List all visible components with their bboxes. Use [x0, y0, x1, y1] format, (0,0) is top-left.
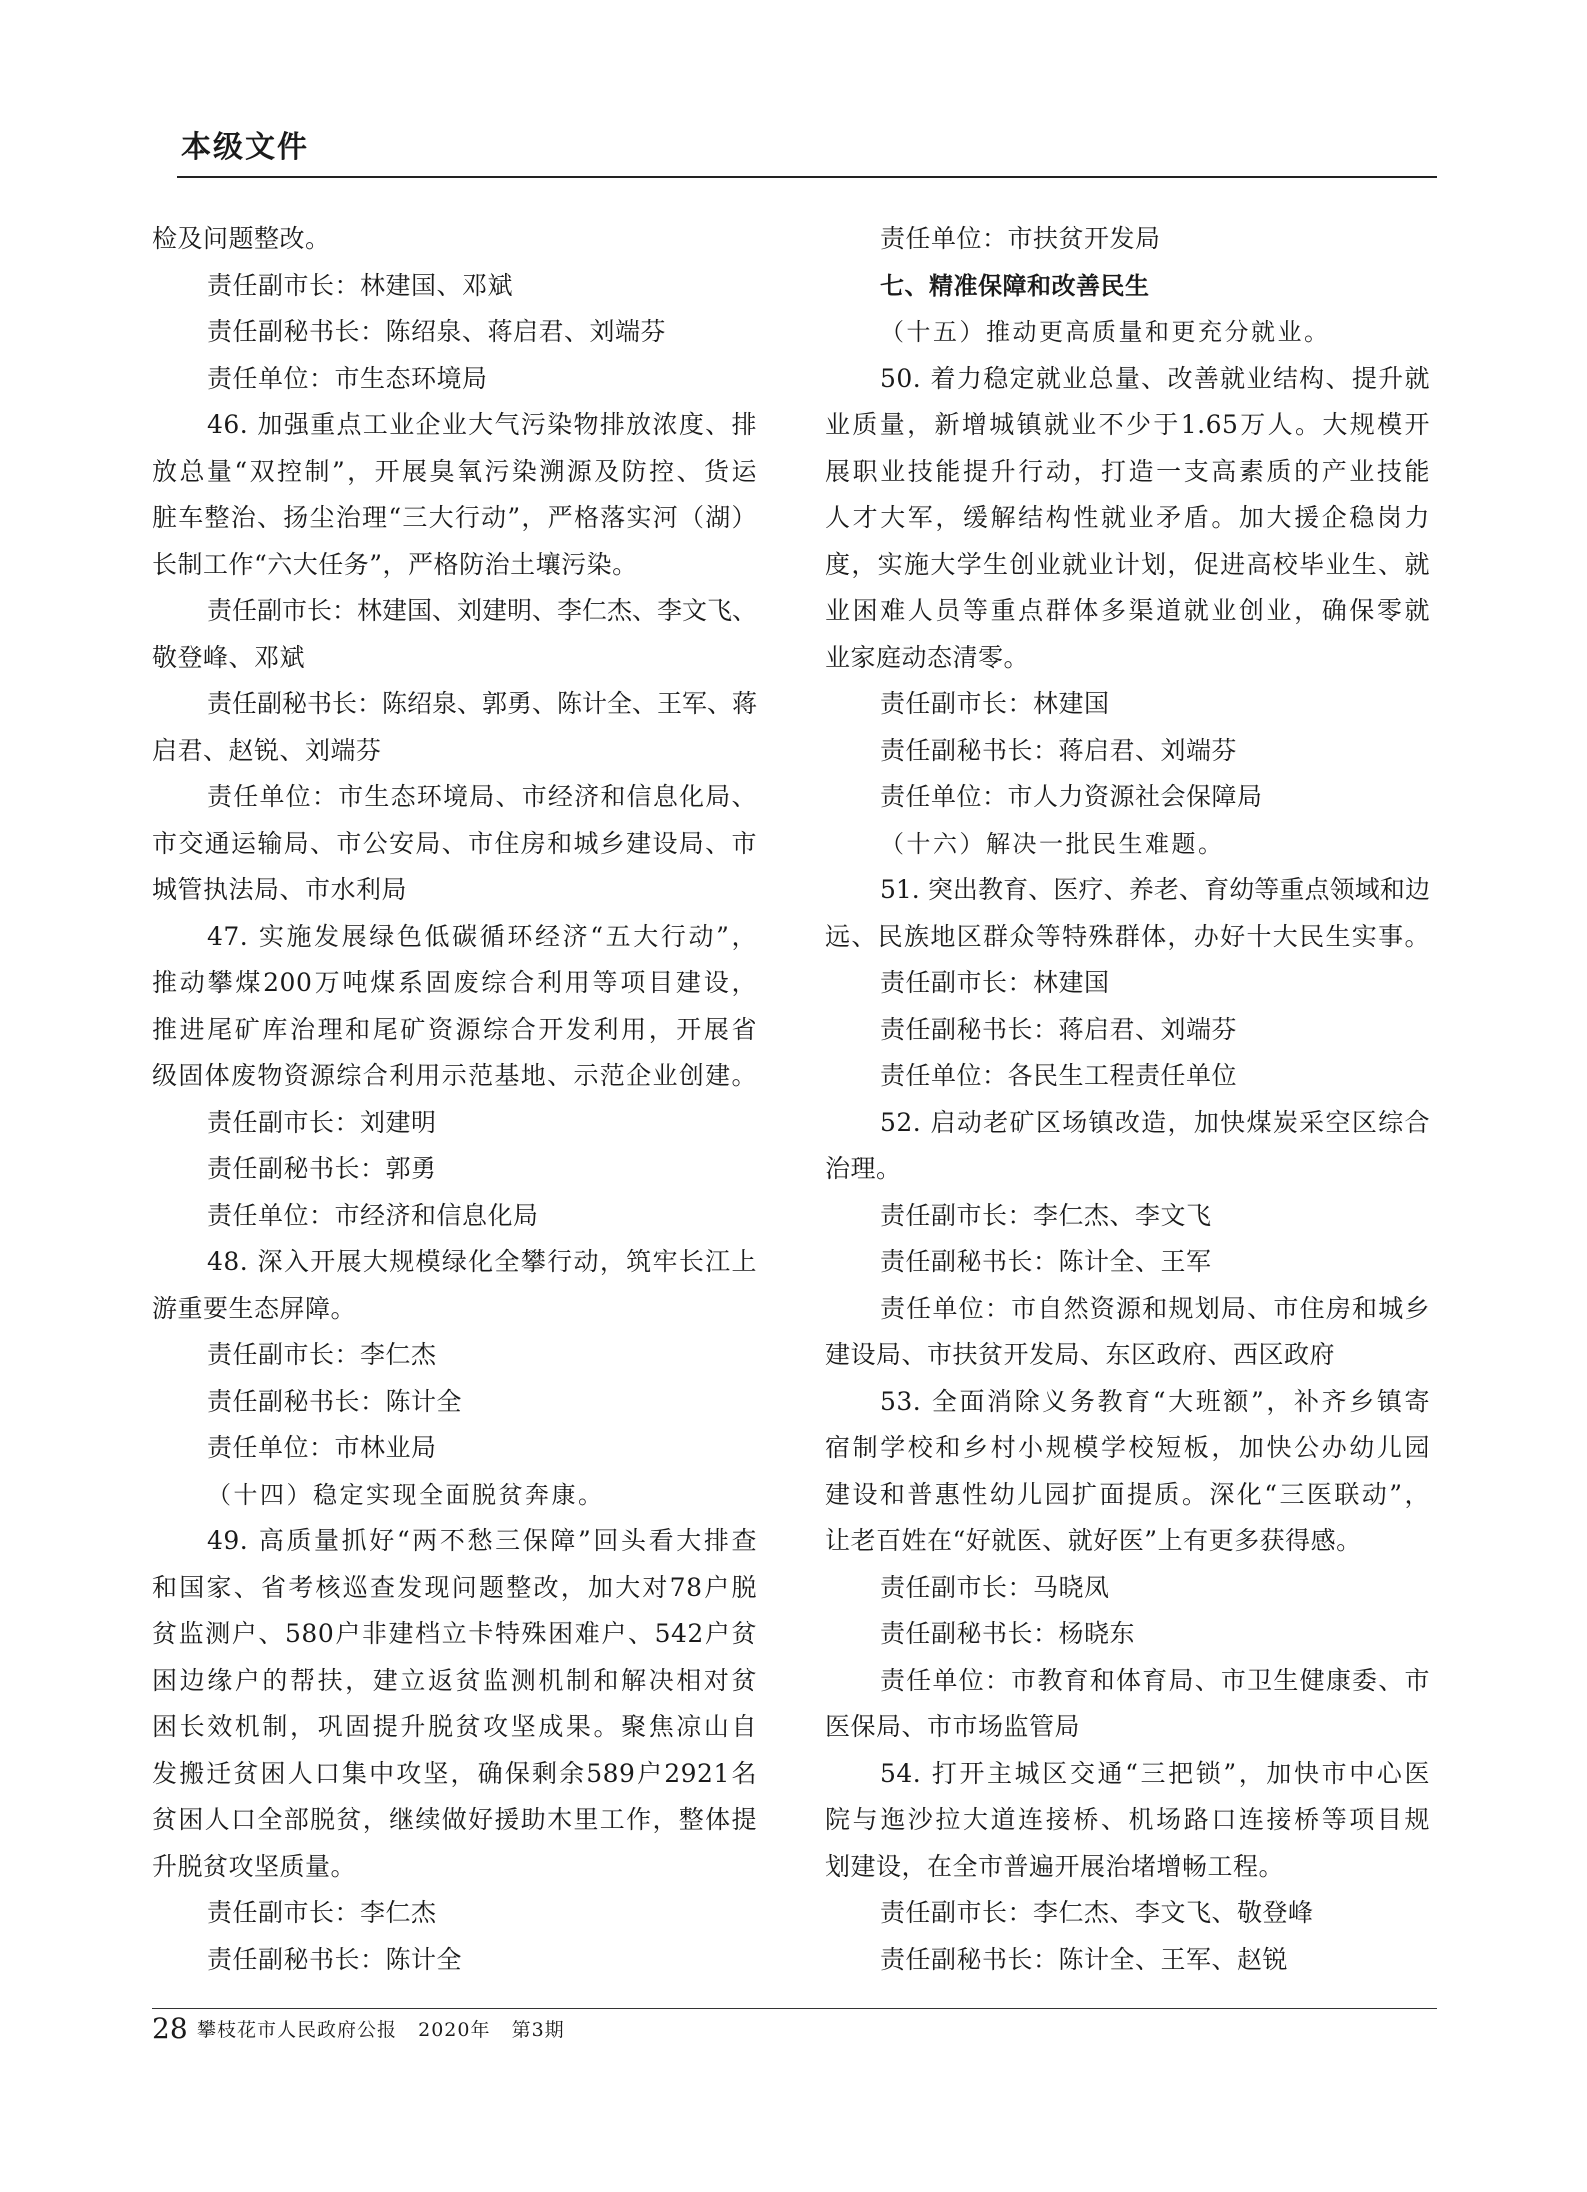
text-line: 责任副秘书长：蒋启君、刘端芬	[880, 1014, 1238, 1044]
text-line: 责任副市长：李仁杰、李文飞、敬登峰	[880, 1898, 1314, 1927]
text-line: 游重要生态屏障。	[152, 1293, 357, 1323]
text-line: 50. 着力稳定就业总量、改善就业结构、提升就	[880, 363, 1430, 393]
text-line: 责任副秘书长：陈绍泉、蒋启君、刘端芬	[207, 317, 667, 346]
text-line: 启君、赵锐、刘端芬	[152, 735, 382, 765]
text-line: 责任副市长：林建国	[880, 689, 1110, 718]
text-line: 贫监测户、580户非建档立卡特殊困难户、542户贫	[152, 1619, 757, 1648]
text-line: 49. 高质量抓好“两不愁三保障”回头看大排查	[207, 1526, 757, 1555]
text-line: 城管执法局、市水利局	[152, 875, 408, 904]
text-line: 敬登峰、邓斌	[152, 642, 306, 672]
page-number: 28	[152, 2012, 188, 2045]
text-line: （十五）推动更高质量和更充分就业。	[880, 318, 1331, 346]
text-line: 检及问题整改。	[152, 224, 331, 253]
text-line: 责任副秘书长：陈计全、王军、赵锐	[880, 1944, 1289, 1974]
text-line: 推进尾矿库治理和尾矿资源综合开发利用，开展省	[152, 1014, 757, 1044]
text-line: 责任副市长：李仁杰	[207, 1340, 437, 1369]
text-line: 业家庭动态清零。	[825, 642, 1030, 672]
text-line: 责任副市长：刘建明	[207, 1107, 437, 1137]
text-line: 业质量，新增城镇就业不少于1.65万人。大规模开	[825, 410, 1430, 439]
text-line: 责任副秘书长：陈计全	[207, 1944, 463, 1974]
text-line: 责任副市长：马晓凤	[880, 1572, 1110, 1602]
text-line: 责任单位：市人力资源社会保障局	[880, 782, 1263, 811]
text-line: 治理。	[825, 1154, 902, 1183]
text-line: 市交通运输局、市公安局、市住房和城乡建设局、市	[152, 828, 757, 858]
text-line: 七、精准保障和改善民生	[880, 271, 1150, 300]
page-header	[177, 128, 1437, 178]
text-line: 和国家、省考核巡查发现问题整改，加大对78户脱	[152, 1572, 757, 1602]
text-line: 责任单位：市经济和信息化局	[207, 1200, 539, 1230]
text-line: 责任副市长：李仁杰、李文飞	[880, 1200, 1212, 1230]
text-line: 责任单位：市教育和体育局、市卫生健康委、市	[880, 1665, 1430, 1695]
text-line: 让老百姓在“好就医、就好医”上有更多获得感。	[825, 1526, 1362, 1555]
text-line: 推动攀煤200万吨煤系固废综合利用等项目建设，	[152, 968, 757, 997]
text-line: 责任副市长：林建国、刘建明、李仁杰、李文飞、	[207, 596, 758, 625]
text-line: 人才大军，缓解结构性就业矛盾。加大援企稳岗力	[825, 503, 1430, 532]
journal-info: 攀枝花市人民政府公报 2020年 第3期	[197, 2019, 565, 2041]
text-line: 46. 加强重点工业企业大气污染物排放浓度、排	[207, 410, 757, 439]
text-line: 建设和普惠性幼儿园扩面提质。深化“三医联动”，	[825, 1479, 1430, 1509]
text-line: 责任副市长：林建国	[880, 968, 1110, 997]
page-footer	[152, 2008, 1437, 2049]
text-line: 53. 全面消除义务教育“大班额”，补齐乡镇寄	[880, 1386, 1430, 1416]
text-line: 责任单位：市生态环境局	[207, 363, 488, 393]
text-line: 长制工作“六大任务”，严格防治土壤污染。	[152, 549, 638, 579]
text-line: 宿制学校和乡村小规模学校短板，加快公办幼儿园	[825, 1433, 1430, 1462]
text-line: 51. 突出教育、医疗、养老、育幼等重点领域和边	[880, 875, 1430, 904]
text-line: （十六）解决一批民生难题。	[880, 829, 1225, 858]
text-line: 责任副秘书长：郭勇	[207, 1154, 437, 1183]
text-line: 脏车整治、扬尘治理“三大行动”，严格落实河（湖）	[152, 503, 757, 532]
text-line: 度，实施大学生创业就业计划，促进高校毕业生、就	[825, 549, 1430, 579]
text-line: 54. 打开主城区交通“三把锁”，加快市中心医	[880, 1758, 1430, 1788]
text-line: 展职业技能提升行动，打造一支高素质的产业技能	[825, 456, 1430, 486]
text-line: 医保局、市市场监管局	[825, 1712, 1081, 1741]
text-line: 远、民族地区群众等特殊群体，办好十大民生实事。	[825, 921, 1430, 951]
text-line: 47. 实施发展绿色低碳循环经济“五大行动”，	[207, 921, 757, 951]
text-line: 责任单位：各民生工程责任单位	[880, 1061, 1238, 1090]
text-line: 发搬迁贫困人口集中攻坚，确保剩余589户2921名	[152, 1758, 757, 1788]
text-line: 责任单位：市扶贫开发局	[880, 224, 1161, 253]
text-line: 困长效机制，巩固提升脱贫攻坚成果。聚焦凉山自	[152, 1712, 757, 1741]
left-column	[152, 216, 757, 1983]
text-line: 48. 深入开展大规模绿化全攀行动，筑牢长江上	[207, 1247, 757, 1276]
text-line: 责任单位：市林业局	[207, 1433, 437, 1462]
text-line: 责任副秘书长：蒋启君、刘端芬	[880, 735, 1238, 765]
text-line: 责任副秘书长：陈计全	[207, 1386, 463, 1416]
text-line: 划建设，在全市普遍开展治堵增畅工程。	[825, 1851, 1285, 1881]
text-line: 责任副秘书长：陈绍泉、郭勇、陈计全、王军、蒋	[207, 689, 758, 718]
text-line: 业困难人员等重点群体多渠道就业创业，确保零就	[825, 596, 1430, 625]
text-line: 级固体废物资源综合利用示范基地、示范企业创建。	[152, 1061, 757, 1090]
text-line: 放总量“双控制”，开展臭氧污染溯源及防控、货运	[152, 456, 757, 486]
text-line: 责任副市长：李仁杰	[207, 1898, 437, 1927]
text-line: 责任单位：市自然资源和规划局、市住房和城乡	[880, 1293, 1430, 1323]
right-column	[825, 216, 1430, 1983]
text-line: 责任副秘书长：陈计全、王军	[880, 1247, 1212, 1276]
text-line: （十四）稳定实现全面脱贫奔康。	[207, 1480, 605, 1509]
text-line: 责任副秘书长：杨晓东	[880, 1619, 1136, 1648]
text-line: 贫困人口全部脱贫，继续做好援助木里工作，整体提	[152, 1805, 757, 1834]
text-line: 升脱贫攻坚质量。	[152, 1851, 357, 1881]
text-line: 责任单位：市生态环境局、市经济和信息化局、	[207, 782, 757, 811]
text-line: 建设局、市扶贫开发局、东区政府、西区政府	[825, 1340, 1336, 1369]
text-line: 院与迤沙拉大道连接桥、机场路口连接桥等项目规	[825, 1805, 1430, 1834]
text-line: 困边缘户的帮扶，建立返贫监测机制和解决相对贫	[152, 1665, 757, 1695]
text-line: 责任副市长：林建国、邓斌	[207, 270, 514, 300]
section-title: 本级文件	[181, 130, 309, 165]
text-line: 52. 启动老矿区场镇改造，加快煤炭采空区综合	[880, 1107, 1430, 1137]
